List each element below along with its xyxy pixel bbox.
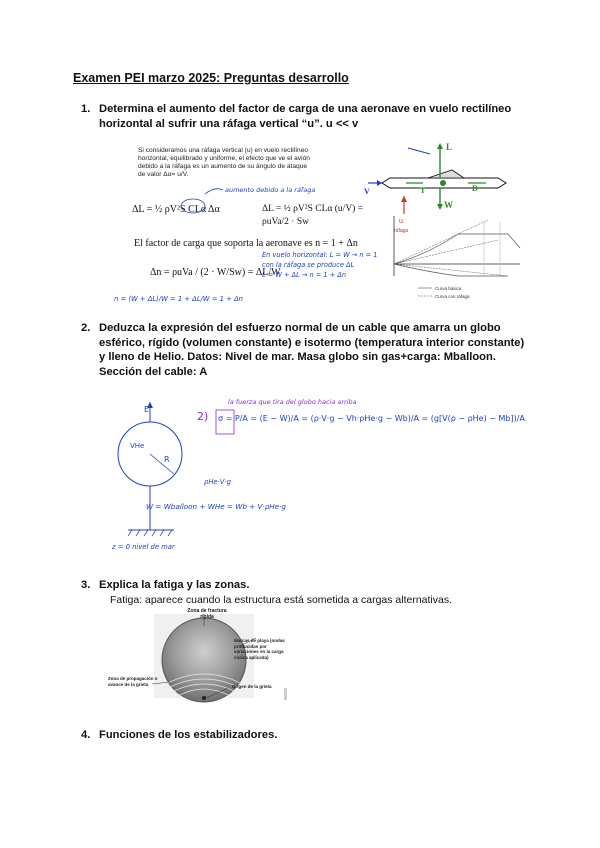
label-D: D <box>472 184 478 193</box>
question-text-line: Deduzca la expresión del esfuerzo normal de un cable que amarra un globo <box>99 322 501 334</box>
buoyancy-note: la fuerza que tira del globo hacia arriba <box>228 398 357 406</box>
stress-equation: σ = P/A = (E − W)/A = (ρ·V·g − Vh·ρHe·g − Wb)/A = (g[V(ρ − ρHe) − Mb])/A <box>218 414 525 423</box>
weight-equation: W = Wballoon + WHe = Wb + V·ρHe·g <box>146 502 286 511</box>
label-u: u <box>399 218 403 225</box>
label-T: T <box>420 186 426 195</box>
equation-1: ΔL = ½ ρV²S CLα Δα <box>132 204 220 215</box>
question-number: 3. <box>81 579 91 591</box>
question-text-line: Explica la fatiga y las zonas. <box>99 579 250 591</box>
rho-label: ρHe·V·g <box>204 478 231 486</box>
ground-label: z = 0 nivel de mar <box>112 543 175 551</box>
chart-legend-2: Curva con ráfaga <box>435 294 470 299</box>
question-text-line: Sección del cable: A <box>99 365 208 378</box>
fatigue-answer: Fatiga: aparece cuando la estructura está sometida a cargas alternativas. <box>110 594 453 606</box>
label-V: V <box>364 187 370 196</box>
equation-3: Δn = ρuVa / (2 · W/Sw) = ΔL/W <box>150 267 281 278</box>
zone-label-left: Zona de propagación o avance de la grieta <box>108 676 158 687</box>
handwritten-note-1 <box>205 180 405 200</box>
zone-label-origin: Origen de la grieta <box>232 684 272 689</box>
question-text-line: y lleno de Helio. Datos: Nivel de mar. Masa globo sin gas+carga: Mballoon. <box>99 351 496 363</box>
label-rafaga: ráfaga <box>394 228 409 234</box>
gust-envelope-chart <box>388 214 528 304</box>
svg-text:aumento debido a la ráfaga: aumento debido a la ráfaga <box>225 186 316 194</box>
question-number: 4. <box>81 729 91 741</box>
page-title: Examen PEI marzo 2025: Preguntas desarrollo <box>73 71 349 85</box>
balloon-diagram <box>108 402 198 552</box>
label-L: L <box>446 142 453 152</box>
handwritten-notes: En vuelo horizontal: L = W → n = 1 con la ráfaga se produce ΔL L = W + ΔL → n = 1 + Δn <box>262 251 378 279</box>
question-text-line: esférico, rígido (volumen constante) e isotermo (temperatura interior constante) <box>99 336 525 349</box>
label-W: W <box>444 200 453 210</box>
equation-2: ΔL = ½ ρV²S CLα (u/V) = ρuVa/2 · Sw <box>262 204 364 227</box>
label-R: R <box>164 455 170 464</box>
question-text-line: Determina el aumento del factor de carga de una aeronave en vuelo rectilíneo <box>99 103 512 115</box>
chart-legend-1: Curva básica <box>435 286 462 291</box>
handwritten-bottom: n = (W + ΔL)/W = 1 + ΔL/W = 1 + Δn <box>114 295 243 303</box>
question-text-line: horizontal al sufrir una ráfaga vertical “u”. u << v <box>99 117 359 130</box>
label-E: E <box>144 405 150 414</box>
question-number: 1. <box>81 103 91 115</box>
item-number-2: 2) <box>197 410 209 423</box>
zone-label-top: Zona de fractura rígida <box>187 608 227 620</box>
load-factor-statement: El factor de carga que soporta la aeronave es n = 1 + Δn <box>134 238 358 249</box>
p-box <box>215 409 235 435</box>
label-VHe: VHe <box>130 442 145 450</box>
circled-term <box>180 198 206 214</box>
q1-explanation: Si consideramos una ráfaga vertical (u) en vuelo rectilíneo horizontal, equilibrado y uniforme, el efecto que ve el avión debido a la ráfaga es un aumento de su ángulo de ataque de valor Δα= u/V. <box>138 147 310 178</box>
zone-label-right: Marcas de playa (ondas producidas por variaciones en la carga cíclica aplicada) <box>234 638 285 660</box>
question-number: 2. <box>81 322 91 334</box>
question-text-line: Funciones de los estabilizadores. <box>99 729 278 741</box>
